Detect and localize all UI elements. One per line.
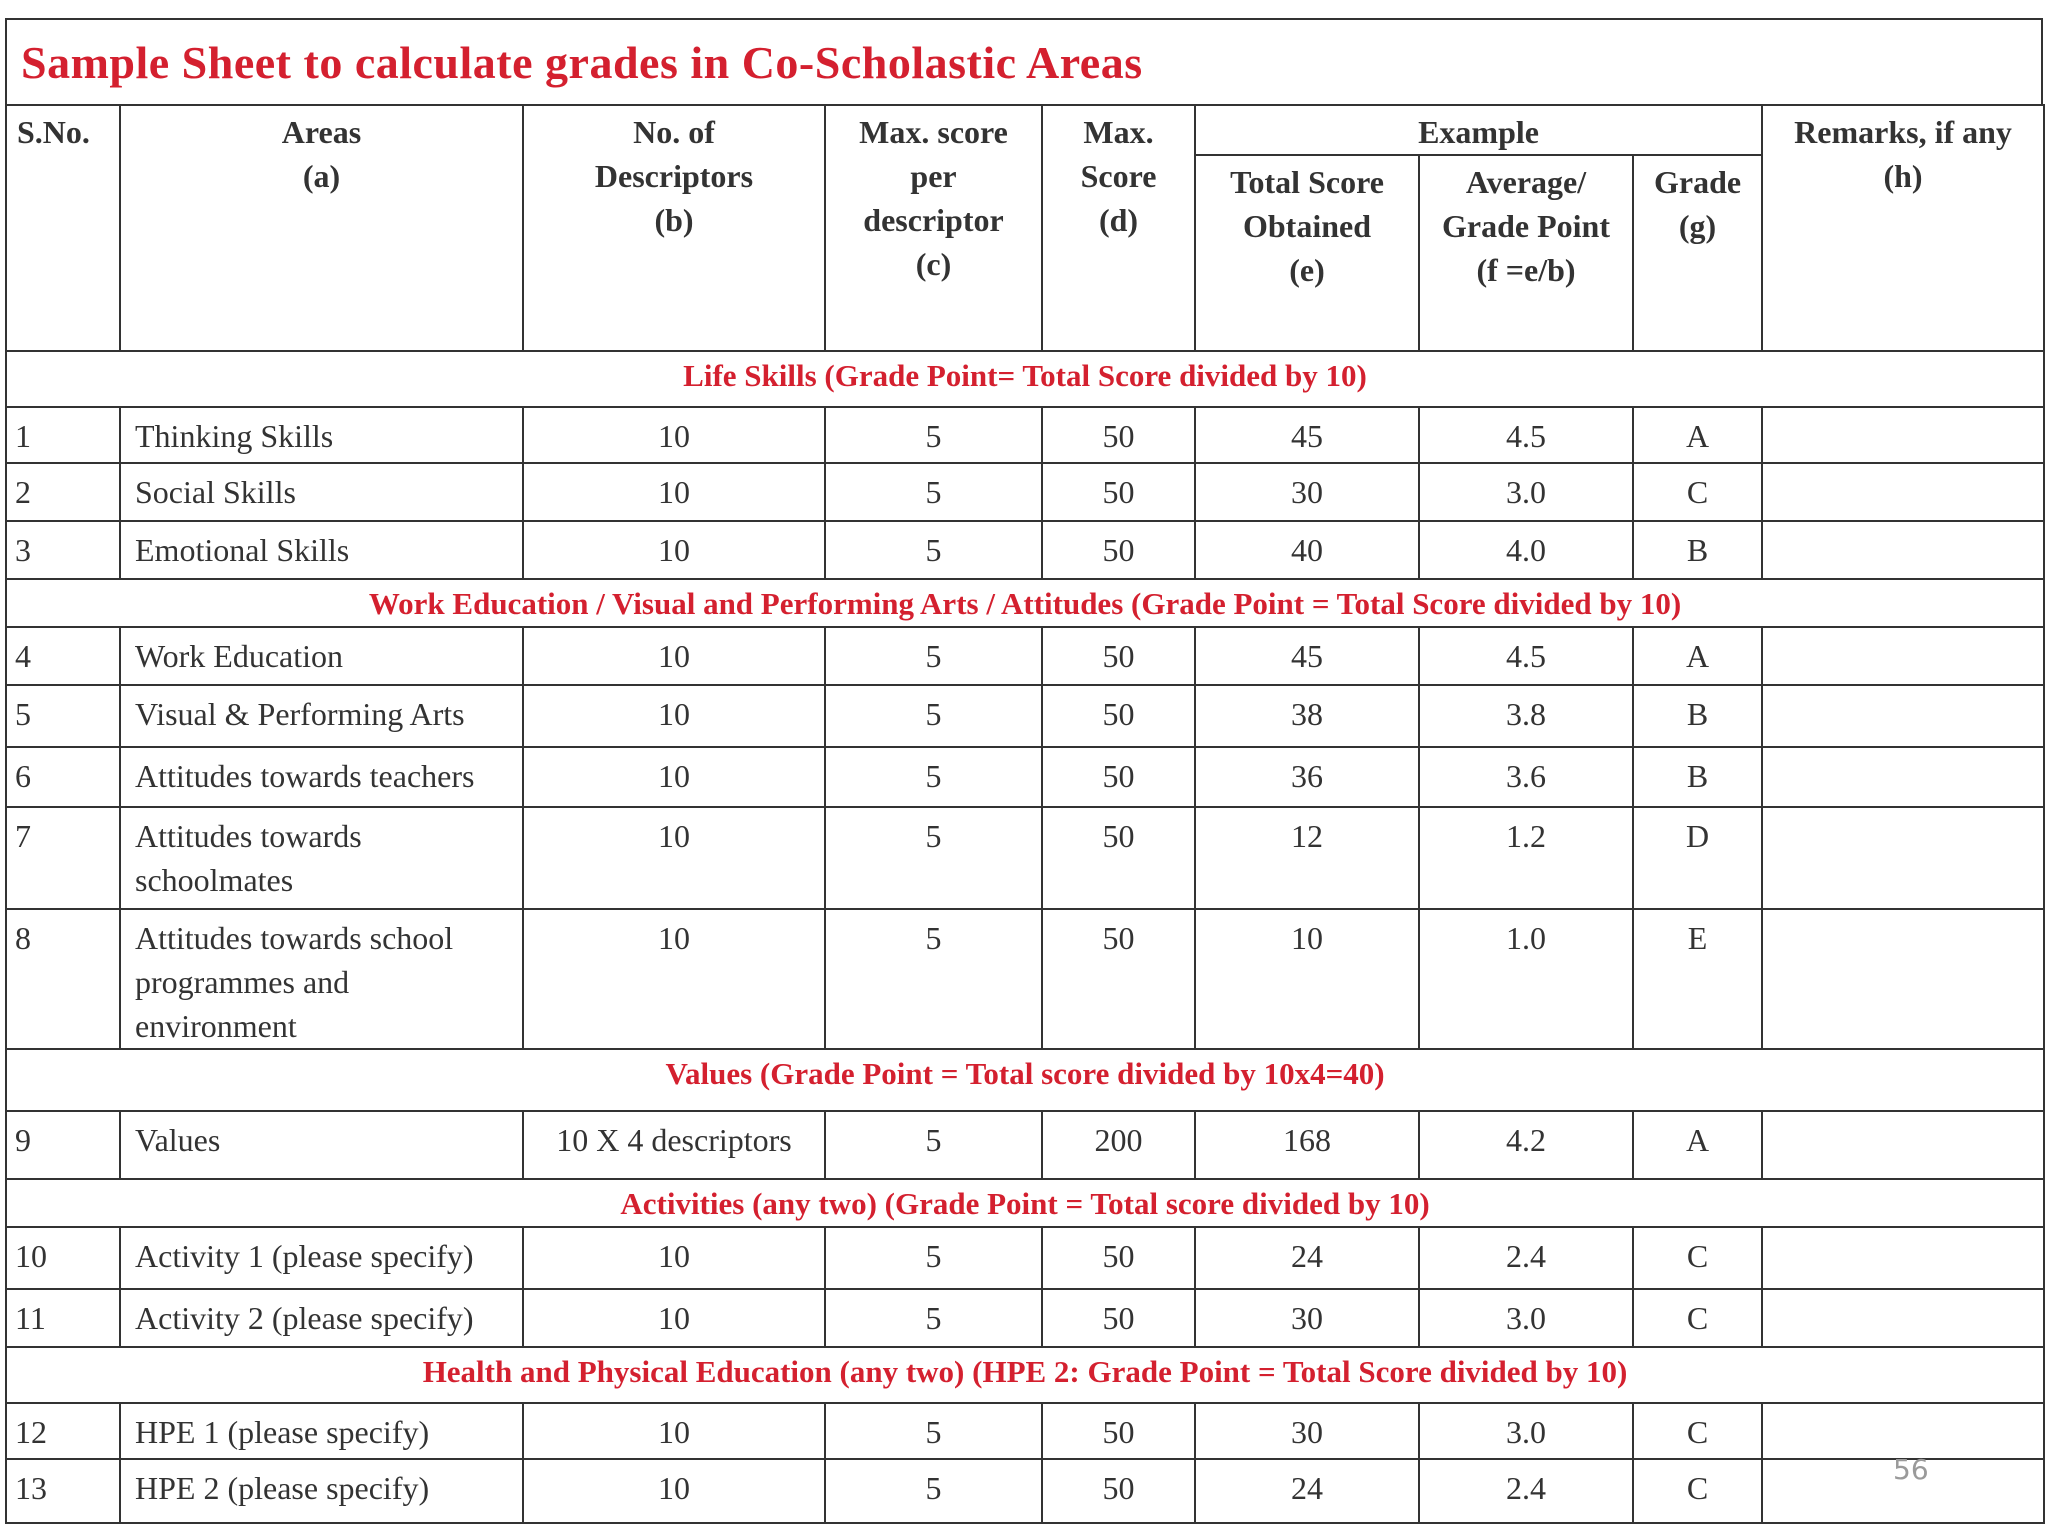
cell-average: 3.0 — [1419, 1289, 1633, 1347]
cell-sno: 4 — [6, 627, 120, 685]
table-row — [6, 685, 2044, 747]
table-row — [6, 1403, 2044, 1459]
table-row — [6, 407, 2044, 463]
table-row — [6, 807, 2044, 909]
cell-sno: 13 — [6, 1459, 120, 1523]
col-header-grade: Grade (g) — [1633, 155, 1762, 351]
cell-grade: C — [1633, 463, 1762, 521]
section-heading-row — [6, 1347, 2044, 1403]
cell-area: Activity 1 (please specify) — [120, 1227, 523, 1289]
table-row — [6, 909, 2044, 1049]
cell-grade: C — [1633, 1227, 1762, 1289]
cell-max-per-descriptor: 5 — [825, 1111, 1042, 1179]
section-heading-row — [6, 1179, 2044, 1227]
cell-area — [120, 909, 523, 1049]
cell-max-score: 50 — [1042, 685, 1195, 747]
cell-average: 3.8 — [1419, 685, 1633, 747]
col-header-descriptors: No. of Descriptors (b) — [523, 105, 825, 351]
cell-max-per-descriptor: 5 — [825, 909, 1042, 1049]
cell-total-obtained: 30 — [1195, 1289, 1419, 1347]
cell-descriptors: 10 — [523, 1403, 825, 1459]
cell-grade: B — [1633, 521, 1762, 579]
cell-average: 1.0 — [1419, 909, 1633, 1049]
cell-sno: 2 — [6, 463, 120, 521]
cell-average: 3.0 — [1419, 1403, 1633, 1459]
cell-max-per-descriptor: 5 — [825, 407, 1042, 463]
cell-remarks — [1762, 1227, 2044, 1289]
cell-remarks — [1762, 463, 2044, 521]
cell-average: 2.4 — [1419, 1227, 1633, 1289]
col-header-sno: S.No. — [6, 105, 120, 351]
col-header-average: Average/ Grade Point (f =e/b) — [1419, 155, 1633, 351]
cell-max-per-descriptor: 5 — [825, 747, 1042, 807]
cell-area: Attitudes towards teachers — [120, 747, 523, 807]
cell-descriptors: 10 — [523, 1227, 825, 1289]
cell-remarks — [1762, 685, 2044, 747]
cell-total-obtained: 24 — [1195, 1227, 1419, 1289]
cell-remarks — [1762, 1403, 2044, 1459]
cell-total-obtained: 12 — [1195, 807, 1419, 909]
cell-max-per-descriptor: 5 — [825, 463, 1042, 521]
cell-area — [120, 807, 523, 909]
cell-grade: C — [1633, 1459, 1762, 1523]
cell-max-score: 50 — [1042, 1289, 1195, 1347]
cell-max-score: 50 — [1042, 627, 1195, 685]
section-heading: Work Education / Visual and Performing Arts / Attitudes (Grade Point = Total Score divided by 10) — [6, 579, 2044, 627]
table-row — [6, 747, 2044, 807]
cell-max-per-descriptor: 5 — [825, 521, 1042, 579]
table-row — [6, 521, 2044, 579]
cell-area: HPE 1 (please specify) — [120, 1403, 523, 1459]
cell-remarks — [1762, 627, 2044, 685]
cell-total-obtained: 10 — [1195, 909, 1419, 1049]
table-row — [6, 1111, 2044, 1179]
cell-average: 3.6 — [1419, 747, 1633, 807]
cell-average: 4.2 — [1419, 1111, 1633, 1179]
cell-max-score: 200 — [1042, 1111, 1195, 1179]
cell-descriptors: 10 — [523, 685, 825, 747]
cell-average: 4.5 — [1419, 407, 1633, 463]
cell-descriptors: 10 — [523, 747, 825, 807]
cell-total-obtained: 38 — [1195, 685, 1419, 747]
cell-area: Work Education — [120, 627, 523, 685]
cell-sno: 6 — [6, 747, 120, 807]
cell-max-score: 50 — [1042, 807, 1195, 909]
cell-sno: 5 — [6, 685, 120, 747]
cell-grade: D — [1633, 807, 1762, 909]
cell-total-obtained: 36 — [1195, 747, 1419, 807]
cell-max-score: 50 — [1042, 463, 1195, 521]
col-header-example: Example — [1195, 105, 1762, 155]
cell-sno: 9 — [6, 1111, 120, 1179]
cell-descriptors: 10 — [523, 463, 825, 521]
table-body — [6, 351, 2044, 1523]
col-header-areas: Areas (a) — [120, 105, 523, 351]
cell-area: Social Skills — [120, 463, 523, 521]
cell-max-score: 50 — [1042, 1403, 1195, 1459]
cell-grade: B — [1633, 747, 1762, 807]
cell-remarks — [1762, 521, 2044, 579]
cell-total-obtained: 45 — [1195, 407, 1419, 463]
cell-grade: E — [1633, 909, 1762, 1049]
cell-area: HPE 2 (please specify) — [120, 1459, 523, 1523]
table-row — [6, 1289, 2044, 1347]
table-header — [6, 105, 2044, 351]
cell-grade: A — [1633, 1111, 1762, 1179]
cell-total-obtained: 24 — [1195, 1459, 1419, 1523]
cell-average: 4.0 — [1419, 521, 1633, 579]
table-row — [6, 1459, 2044, 1523]
section-heading: Life Skills (Grade Point= Total Score divided by 10) — [6, 351, 2044, 407]
cell-sno: 3 — [6, 521, 120, 579]
cell-descriptors: 10 — [523, 1289, 825, 1347]
col-header-remarks: Remarks, if any (h) — [1762, 105, 2044, 351]
cell-sno: 12 — [6, 1403, 120, 1459]
cell-grade: A — [1633, 627, 1762, 685]
area-line: Attitudes towards — [135, 818, 362, 854]
table-row — [6, 463, 2044, 521]
cell-max-score: 50 — [1042, 1227, 1195, 1289]
cell-remarks — [1762, 1289, 2044, 1347]
cell-max-per-descriptor: 5 — [825, 807, 1042, 909]
cell-descriptors: 10 — [523, 407, 825, 463]
section-heading-row — [6, 579, 2044, 627]
cell-area: Visual & Performing Arts — [120, 685, 523, 747]
section-heading: Health and Physical Education (any two) (HPE 2: Grade Point = Total Score divided by 10) — [6, 1347, 2044, 1403]
section-heading-row — [6, 1049, 2044, 1111]
cell-descriptors: 10 — [523, 807, 825, 909]
cell-descriptors: 10 — [523, 1459, 825, 1523]
cell-average: 4.5 — [1419, 627, 1633, 685]
cell-total-obtained: 30 — [1195, 463, 1419, 521]
cell-max-score: 50 — [1042, 747, 1195, 807]
cell-descriptors: 10 — [523, 521, 825, 579]
area-line: programmes and — [135, 964, 350, 1000]
cell-remarks — [1762, 1111, 2044, 1179]
cell-area: Values — [120, 1111, 523, 1179]
cell-max-per-descriptor: 5 — [825, 1403, 1042, 1459]
cell-max-per-descriptor: 5 — [825, 685, 1042, 747]
cell-average: 3.0 — [1419, 463, 1633, 521]
col-header-max-score: Max. Score (d) — [1042, 105, 1195, 351]
cell-sno: 10 — [6, 1227, 120, 1289]
cell-area: Thinking Skills — [120, 407, 523, 463]
cell-max-per-descriptor: 5 — [825, 1227, 1042, 1289]
cell-max-per-descriptor: 5 — [825, 627, 1042, 685]
cell-max-score: 50 — [1042, 1459, 1195, 1523]
page-number: 56 — [1893, 1453, 1929, 1486]
cell-max-per-descriptor: 5 — [825, 1459, 1042, 1523]
cell-total-obtained: 168 — [1195, 1111, 1419, 1179]
grades-table — [5, 104, 2045, 1524]
cell-area: Activity 2 (please specify) — [120, 1289, 523, 1347]
cell-sno: 11 — [6, 1289, 120, 1347]
area-line: environment — [135, 1008, 297, 1044]
cell-max-score: 50 — [1042, 521, 1195, 579]
area-line: schoolmates — [135, 862, 294, 898]
cell-area: Emotional Skills — [120, 521, 523, 579]
cell-total-obtained: 30 — [1195, 1403, 1419, 1459]
area-line: Attitudes towards school — [135, 920, 454, 956]
cell-sno: 7 — [6, 807, 120, 909]
section-heading: Activities (any two) (Grade Point = Total score divided by 10) — [6, 1179, 2044, 1227]
cell-sno: 1 — [6, 407, 120, 463]
title-bar — [5, 18, 2043, 104]
cell-grade: C — [1633, 1403, 1762, 1459]
cell-remarks — [1762, 807, 2044, 909]
cell-descriptors: 10 — [523, 909, 825, 1049]
cell-remarks — [1762, 747, 2044, 807]
section-heading: Values (Grade Point = Total score divided by 10x4=40) — [6, 1049, 2044, 1111]
cell-grade: A — [1633, 407, 1762, 463]
cell-grade: C — [1633, 1289, 1762, 1347]
cell-sno: 8 — [6, 909, 120, 1049]
section-heading-row — [6, 351, 2044, 407]
cell-max-per-descriptor: 5 — [825, 1289, 1042, 1347]
cell-average: 2.4 — [1419, 1459, 1633, 1523]
cell-total-obtained: 40 — [1195, 521, 1419, 579]
cell-descriptors: 10 — [523, 627, 825, 685]
grade-sheet — [5, 18, 2043, 1536]
cell-average: 1.2 — [1419, 807, 1633, 909]
cell-remarks — [1762, 407, 2044, 463]
table-row — [6, 627, 2044, 685]
cell-remarks — [1762, 909, 2044, 1049]
cell-total-obtained: 45 — [1195, 627, 1419, 685]
sheet-title: Sample Sheet to calculate grades in Co-Scholastic Areas — [21, 36, 1143, 88]
cell-grade: B — [1633, 685, 1762, 747]
cell-descriptors: 10 X 4 descriptors — [523, 1111, 825, 1179]
cell-max-score: 50 — [1042, 407, 1195, 463]
table-row — [6, 1227, 2044, 1289]
col-header-total-obtained: Total Score Obtained (e) — [1195, 155, 1419, 351]
cell-max-score: 50 — [1042, 909, 1195, 1049]
col-header-max-per-descriptor: Max. score per descriptor (c) — [825, 105, 1042, 351]
